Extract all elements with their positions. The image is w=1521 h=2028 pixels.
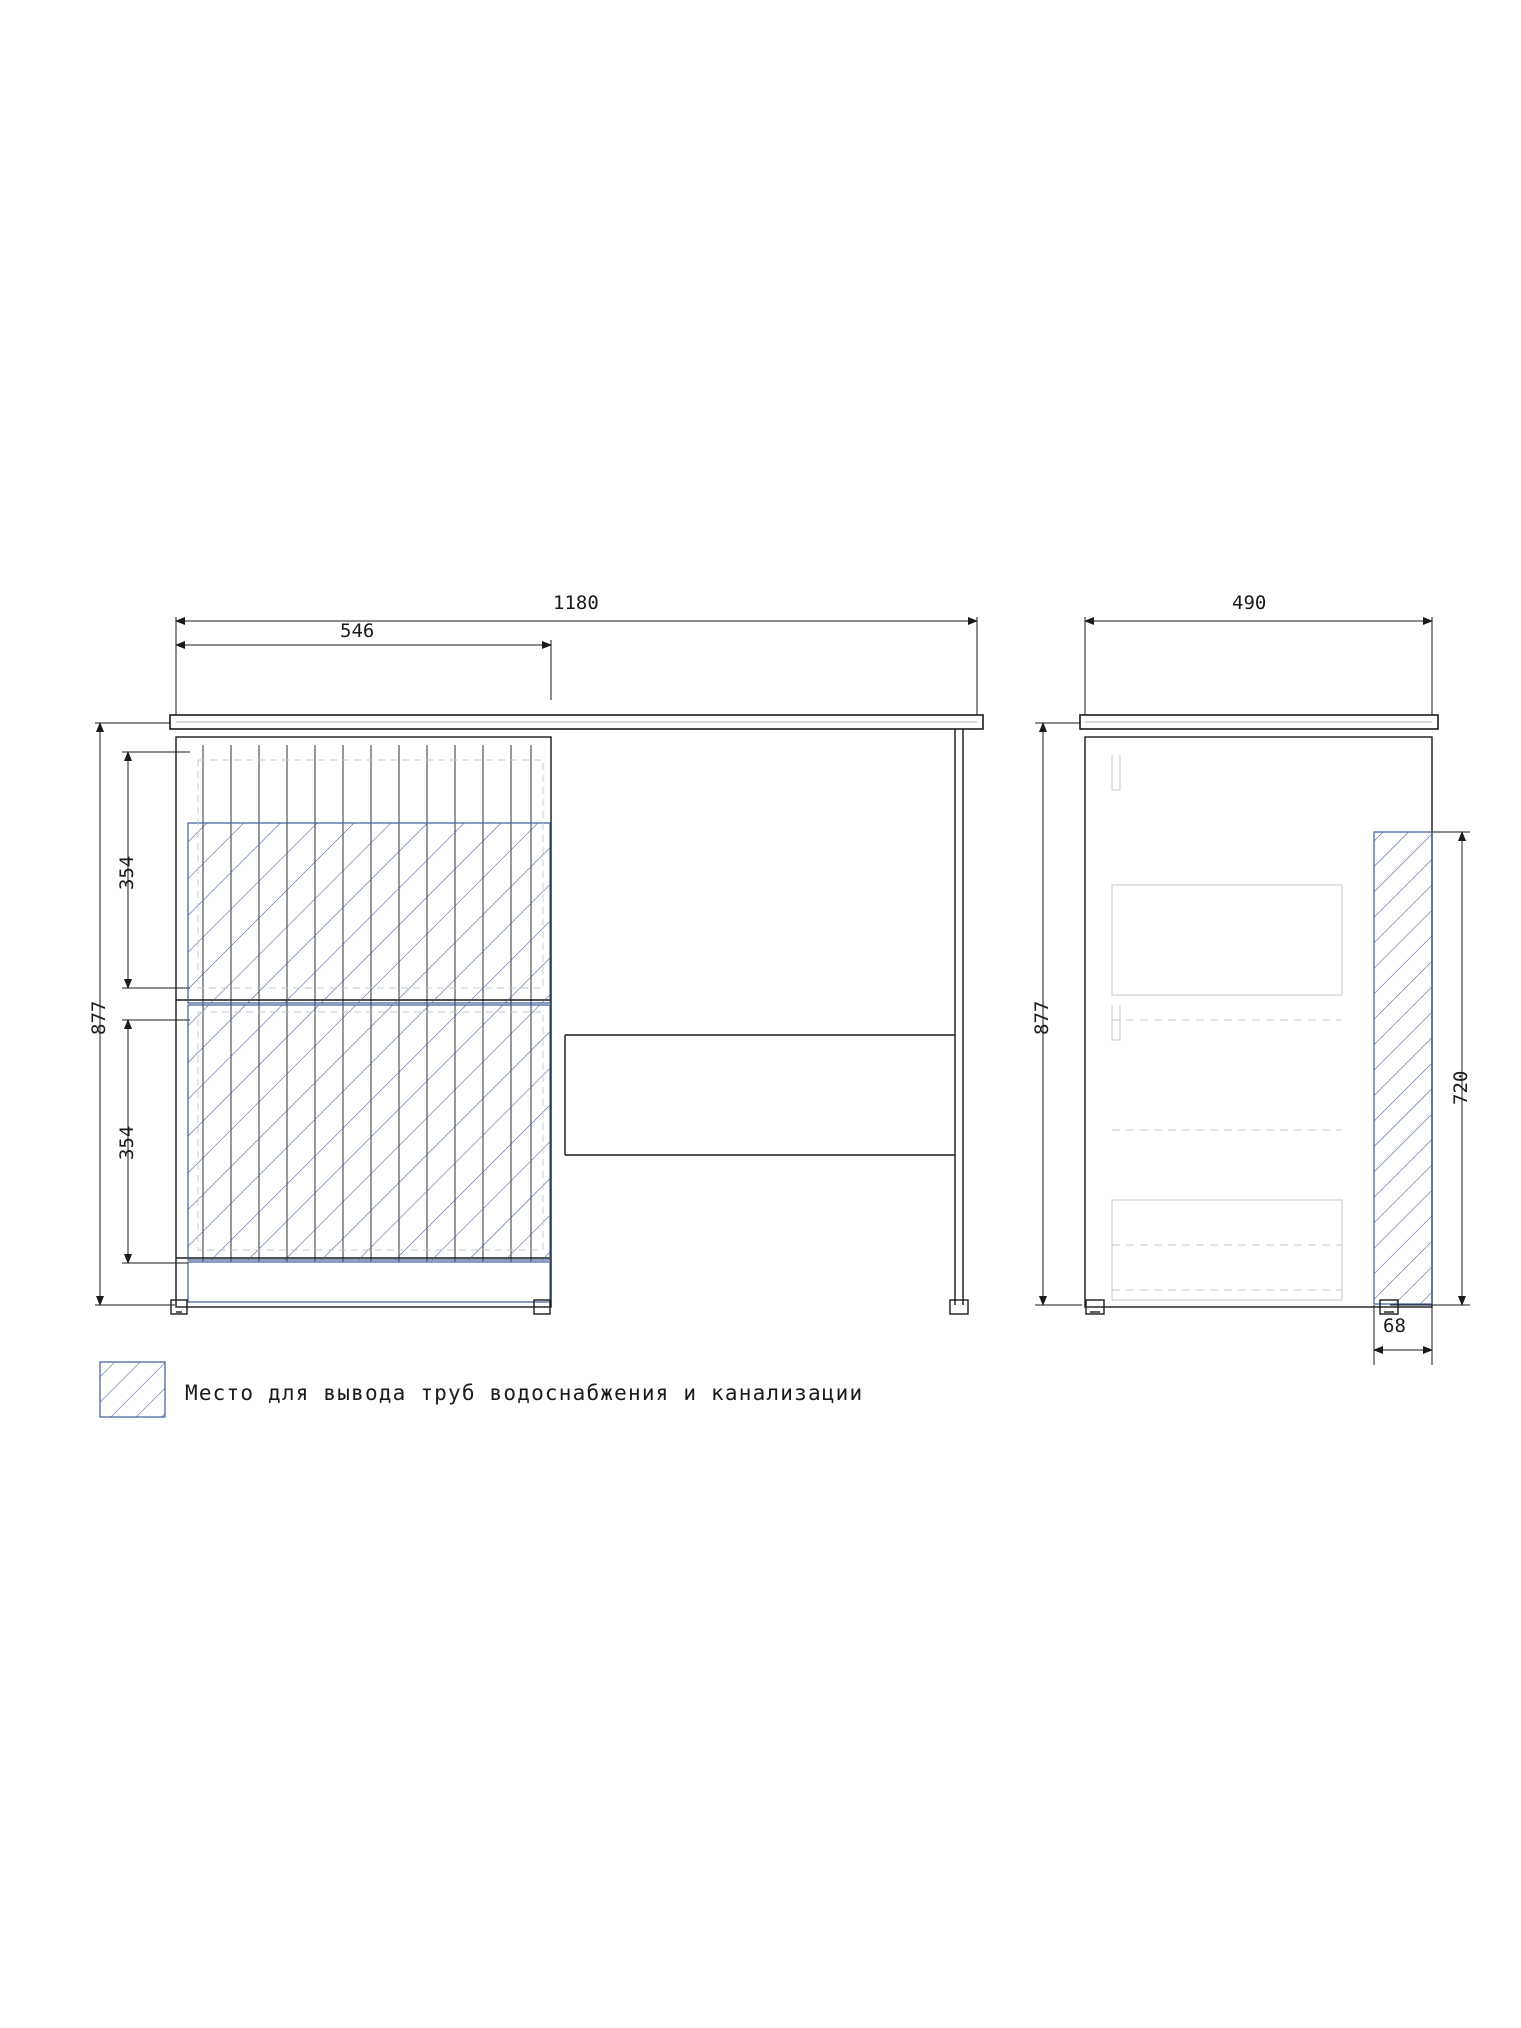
dim-value-pipe-zone-height: 720	[1450, 1070, 1472, 1105]
hatch-swatch	[100, 1362, 165, 1417]
leg-frame-front	[565, 729, 963, 1305]
legend-label: Место для вывода труб водоснабжения и канализации	[185, 1381, 864, 1405]
pipe-zone-upper	[188, 823, 550, 1003]
dim-value-overall-height: 877	[88, 1000, 110, 1035]
dim-value-lower-drawer-height: 354	[116, 1125, 138, 1160]
dim-depth	[1085, 617, 1432, 720]
pipe-zone-lower	[188, 1005, 550, 1260]
countertop-front	[170, 715, 983, 729]
dim-cabinet-width	[176, 640, 551, 700]
dim-value-side-overall-height: 877	[1031, 1000, 1053, 1035]
dim-value-pipe-zone-depth: 68	[1383, 1315, 1406, 1337]
dim-overall-width	[176, 617, 977, 720]
side-hidden-lines-dashed	[1112, 1020, 1342, 1290]
side-view	[1035, 617, 1470, 1365]
dim-value-upper-drawer-height: 354	[116, 855, 138, 890]
pipe-zone-side	[1374, 832, 1432, 1304]
dim-value-depth: 490	[1232, 592, 1267, 614]
countertop-side	[1080, 715, 1438, 729]
side-hidden-lines	[1112, 755, 1342, 1300]
plinth-zone	[188, 1262, 550, 1302]
dim-value-overall-width: 1180	[553, 592, 599, 614]
dim-value-cabinet-width: 546	[340, 620, 375, 642]
front-view	[95, 617, 983, 1314]
